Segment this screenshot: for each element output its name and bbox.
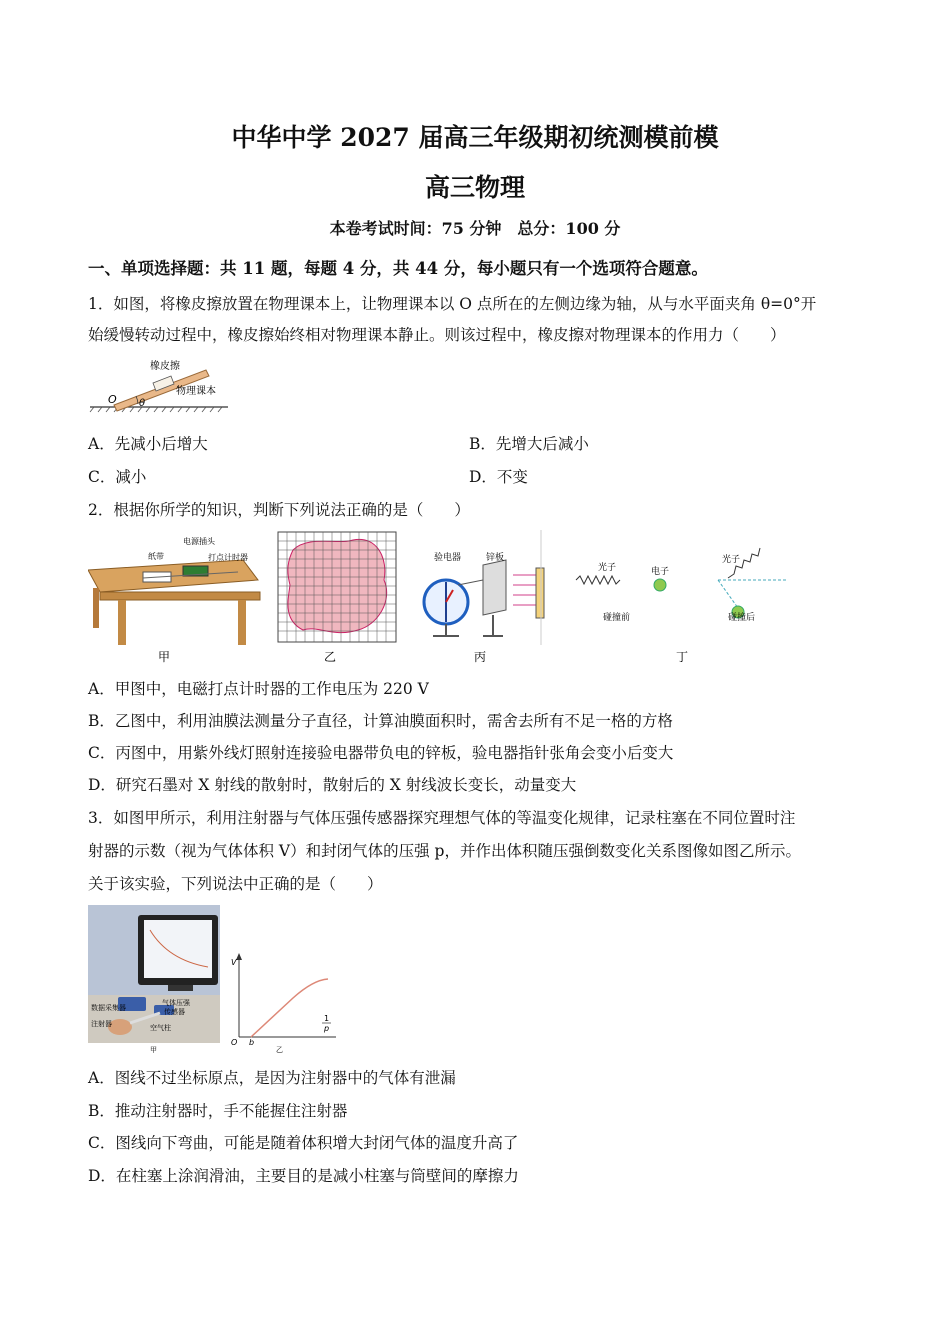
q3-v-label: V — [231, 958, 237, 967]
q3-stem-line3: 关于该实验，下列说法中正确的是（ ） — [88, 875, 383, 893]
q2-plug-label: 电源插头 — [183, 537, 215, 546]
q3-label-jia: 甲 — [150, 1046, 157, 1054]
q2-figure — [88, 530, 818, 670]
q2-before-label: 碰撞前 — [603, 613, 631, 623]
q2-timer-label: 打点计时器 — [208, 553, 248, 562]
subject-title: 高三物理 — [424, 173, 525, 202]
q1-option-c: C．减小 — [88, 468, 147, 486]
q2-electron-label: 电子 — [651, 567, 670, 577]
q2-label-bing: 丙 — [474, 650, 487, 664]
q2-fig-ding — [576, 548, 788, 664]
q3-option-b: B．推动注射器时，手不能握住注射器 — [88, 1102, 348, 1120]
q3-sensor-label2: 传感器 — [164, 1008, 185, 1016]
q2-fig-jia — [88, 536, 260, 664]
q1-option-b: B．先增大后减小 — [469, 435, 589, 453]
q3-option-a: A．图线不过坐标原点，是因为注射器中的气体有泄漏 — [88, 1069, 456, 1087]
q2-option-a: A．甲图中，电磁打点计时器的工作电压为 220 V — [88, 680, 429, 698]
q2-zinc-label: 锌板 — [486, 553, 505, 563]
q1-theta-label: θ — [139, 398, 146, 409]
q3-option-d: D．在柱塞上涂润滑油，主要目的是减小柱塞与筒壁间的摩擦力 — [88, 1167, 519, 1185]
q1-option-a: A．先减小后增大 — [88, 435, 208, 453]
q2-fig-yi — [278, 532, 396, 664]
q1-o-label: O — [108, 393, 117, 406]
q3-stem-line2: 射器的示数（视为气体体积 V）和封闭气体的压强 p，并作出体积随压强倒数变化关系图像如图乙所示。 — [88, 842, 801, 860]
q2-option-c: C．丙图中，用紫外线灯照射连接验电器带负电的锌板，验电器指针张角会变小后变大 — [88, 744, 674, 762]
q3-fig-jia — [88, 905, 220, 1054]
section-heading: 一、单项选择题：共 11 题，每题 4 分，共 44 分，每小题只有一个选项符合题意。 — [88, 259, 708, 278]
q3-syringe-label: 注射器 — [91, 1020, 112, 1028]
q3-o-label: O — [231, 1038, 238, 1047]
q3-x1-label: 1 — [324, 1014, 330, 1023]
q2-electroscope-label: 验电器 — [434, 553, 462, 563]
q3-collector-label: 数据采集器 — [91, 1004, 126, 1012]
q1-figure — [88, 354, 238, 416]
q3-fig-yi — [231, 953, 336, 1054]
q3-stem-line1: 3．如图甲所示，利用注射器与气体压强传感器探究理想气体的等温变化规律，记录柱塞在不同位置时注 — [88, 809, 796, 827]
q3-figure — [88, 905, 338, 1055]
q2-fig-bing — [424, 551, 544, 664]
q3-option-c: C．图线向下弯曲，可能是随着体积增大封闭气体的温度升高了 — [88, 1134, 519, 1152]
q2-option-b: B．乙图中，利用油膜法测量分子直径，计算油膜面积时，需舍去所有不足一格的方格 — [88, 712, 673, 730]
q3-sensor-label: 气体压强 — [162, 999, 190, 1007]
q1-eraser-label: 橡皮擦 — [150, 361, 180, 372]
q1-stem-line1: 1．如图，将橡皮擦放置在物理课本上，让物理课本以 O 点所在的左侧边缘为轴，从与水平面夹角 θ=0°开 — [88, 295, 817, 313]
q2-stem-line1: 2．根据你所学的知识，判断下列说法正确的是（ ） — [88, 501, 470, 519]
q2-photon-label-before: 光子 — [598, 563, 617, 573]
q1-stem-line2: 始缓慢转动过程中，橡皮擦始终相对物理课本静止。则该过程中，橡皮擦对物理课本的作用力（ ） — [88, 326, 786, 344]
q3-air-label: 空气柱 — [150, 1024, 171, 1032]
q1-book-label: 物理课本 — [176, 386, 216, 397]
exam-info: 本卷考试时间：75 分钟 总分：100 分 — [329, 219, 621, 238]
q2-label-ding: 丁 — [676, 650, 689, 664]
q3-b-label: b — [249, 1038, 255, 1047]
q2-photon-label-after: 光子 — [722, 555, 741, 565]
q3-label-yi: 乙 — [276, 1046, 283, 1054]
q2-tape-label: 纸带 — [148, 552, 164, 561]
q2-label-jia: 甲 — [158, 650, 171, 664]
exam-title: 中华中学 2027 届高三年级期初统测模前模 — [231, 123, 719, 152]
q2-option-d: D．研究石墨对 X 射线的散射时，散射后的 X 射线波长变长，动量变大 — [88, 776, 577, 794]
q2-label-yi: 乙 — [324, 650, 337, 664]
q1-option-d: D．不变 — [469, 468, 528, 486]
q3-xp-label: p — [324, 1024, 330, 1033]
q2-after-label: 碰撞后 — [728, 613, 756, 623]
